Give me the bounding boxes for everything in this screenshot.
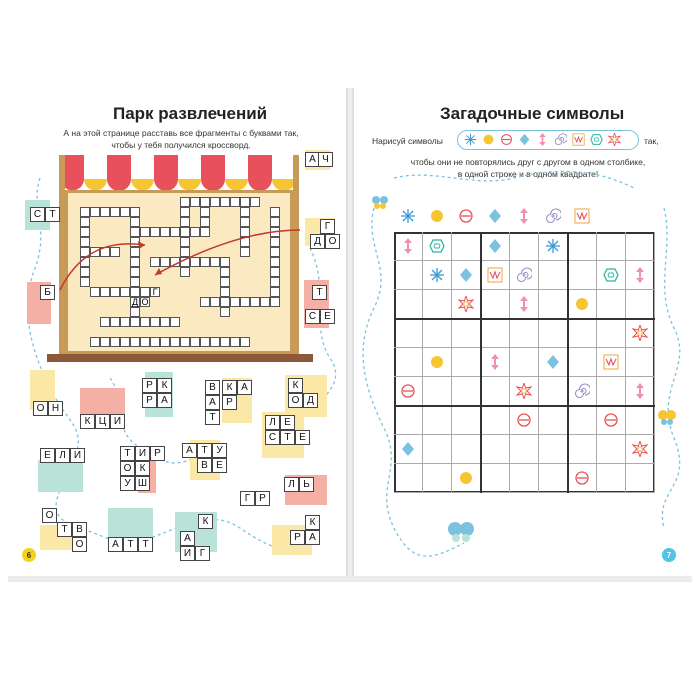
page-number-right: 7 xyxy=(662,548,676,562)
butterfly-icon xyxy=(658,410,676,426)
letter-tile-cell[interactable]: К xyxy=(157,378,172,393)
letter-tile-cell[interactable]: К xyxy=(198,514,213,529)
hint-arrows xyxy=(50,220,310,300)
letter-tile-cell[interactable]: Р xyxy=(222,395,237,410)
letter-tile-cell[interactable]: Т xyxy=(57,522,72,537)
letter-tile-cell[interactable]: Г xyxy=(195,546,210,561)
letter-tile-cell[interactable]: Т xyxy=(312,285,327,300)
letter-tile-cell[interactable]: С xyxy=(265,430,280,445)
crossword-cell xyxy=(150,317,160,327)
letter-tile-cell[interactable]: В xyxy=(205,380,220,395)
letter-tile-cell[interactable]: О xyxy=(72,537,87,552)
letter-tile-cell[interactable]: Е xyxy=(320,309,335,324)
letter-tile-cell[interactable]: Т xyxy=(138,537,153,552)
spiral-icon xyxy=(545,208,561,229)
crossword-cell xyxy=(90,207,100,217)
letter-tile-cell[interactable]: Т xyxy=(45,207,60,222)
letter-tile-cell[interactable]: Р xyxy=(290,530,305,545)
letter-tile-cell[interactable]: Е xyxy=(280,415,295,430)
crossword-cell xyxy=(110,337,120,347)
crossword-cell xyxy=(130,207,140,217)
letter-tile-cell[interactable]: А xyxy=(305,152,320,167)
letter-tile-cell[interactable]: Г xyxy=(240,491,255,506)
letter-tile-cell[interactable]: С xyxy=(305,309,320,324)
crossword-cell xyxy=(180,197,190,207)
letter-tile-cell[interactable]: И xyxy=(180,546,195,561)
right-instruction-line2: чтобы они не повторялись друг с другом в одном столбике, xyxy=(410,157,646,167)
crossword-cell xyxy=(200,207,210,217)
shop-awning xyxy=(61,155,296,191)
crossword-cell xyxy=(210,337,220,347)
letter-tile-cell[interactable]: О xyxy=(325,234,340,249)
letter-tile-cell[interactable]: А xyxy=(180,531,195,546)
crossword-cell xyxy=(180,337,190,347)
right-instruction-prefix: Нарисуй символы xyxy=(372,136,443,146)
crossword-cell xyxy=(250,197,260,207)
left-page-title: Парк развлечений xyxy=(113,104,268,123)
crossword-cell xyxy=(140,337,150,347)
crossword-cell xyxy=(120,207,130,217)
letter-tile-background xyxy=(38,460,83,492)
letter-tile-cell[interactable]: О xyxy=(42,508,57,523)
letter-tile-cell[interactable]: В xyxy=(72,522,87,537)
letter-tile-cell[interactable]: К xyxy=(222,380,237,395)
crossword-cell xyxy=(220,337,230,347)
letter-tile-cell[interactable]: К xyxy=(80,414,95,429)
letter-tile-cell[interactable]: И xyxy=(70,448,85,463)
crossword-cell xyxy=(200,337,210,347)
letter-tile-cell[interactable]: К xyxy=(305,515,320,530)
letter-tile-cell[interactable]: А xyxy=(305,530,320,545)
crossword-cell xyxy=(100,317,110,327)
crossword-letter: Д xyxy=(131,297,139,307)
letter-tile-cell[interactable]: О xyxy=(288,393,303,408)
letter-tile-cell[interactable]: А xyxy=(205,395,220,410)
right-instruction-suffix: так, xyxy=(644,136,659,146)
crossword-cell xyxy=(80,207,90,217)
snowflake-icon xyxy=(400,208,416,229)
right-instruction-line3: в одной строке и в одном квадрате! xyxy=(457,169,599,179)
letter-tile-cell[interactable]: Л xyxy=(55,448,70,463)
crossword-cell xyxy=(210,197,220,207)
crossword-cell xyxy=(230,197,240,207)
crossword-cell xyxy=(130,317,140,327)
crossword-cell xyxy=(150,337,160,347)
letter-tile-cell[interactable]: С xyxy=(30,207,45,222)
letter-tile-cell[interactable]: А xyxy=(157,393,172,408)
letter-tile-cell[interactable]: А xyxy=(182,443,197,458)
book-spine xyxy=(346,88,354,578)
letter-tile-cell[interactable]: У xyxy=(212,443,227,458)
crossword-cell xyxy=(220,307,230,317)
crossword-cell xyxy=(120,337,130,347)
crossword-cell xyxy=(130,307,140,317)
left-instruction-line2: чтобы у тебя получился кроссворд. xyxy=(111,140,251,150)
letter-tile-cell[interactable]: Л xyxy=(284,477,299,492)
arrows-icon xyxy=(516,208,532,229)
letter-tile-cell[interactable]: Т xyxy=(123,537,138,552)
crossword-letter: О xyxy=(141,297,149,307)
letter-tile-cell[interactable]: Р xyxy=(150,446,165,461)
page-number-left: 6 xyxy=(22,548,36,562)
letter-tile-cell[interactable]: Т xyxy=(280,430,295,445)
theta-icon xyxy=(458,208,474,229)
letter-tile-cell[interactable]: В xyxy=(197,458,212,473)
letter-tile-cell[interactable]: Д xyxy=(310,234,325,249)
crossword-cell xyxy=(220,197,230,207)
crossword-cell xyxy=(230,337,240,347)
letter-tile-cell[interactable]: О xyxy=(120,461,135,476)
butterfly-icon xyxy=(448,522,474,544)
letter-tile-cell[interactable]: Е xyxy=(212,458,227,473)
zigzag-icon xyxy=(574,208,590,229)
crossword-letter: Г xyxy=(150,287,160,297)
letter-tile-cell[interactable]: Ц xyxy=(95,414,110,429)
letter-tile-cell[interactable]: Ч xyxy=(318,152,333,167)
letter-tile-cell[interactable]: Е xyxy=(295,430,310,445)
crossword-cell xyxy=(100,337,110,347)
letter-tile-cell[interactable]: А xyxy=(237,380,252,395)
letter-tile-cell[interactable]: Р xyxy=(142,378,157,393)
letter-tile-cell[interactable]: У xyxy=(120,476,135,491)
crossword-cell xyxy=(170,317,180,327)
crossword-cell xyxy=(200,197,210,207)
right-page-title: Загадочные символы xyxy=(440,104,625,123)
crossword-cell xyxy=(100,207,110,217)
crossword-cell xyxy=(190,197,200,207)
crossword-cell xyxy=(270,207,280,217)
letter-tile-cell[interactable]: Ь xyxy=(299,477,314,492)
letter-tile-cell[interactable]: К xyxy=(135,461,150,476)
butterfly-icon xyxy=(372,195,388,209)
crossword-cell xyxy=(140,317,150,327)
letter-tile-cell[interactable]: Г xyxy=(320,219,335,234)
crossword-cell xyxy=(90,337,100,347)
crossword-cell xyxy=(240,197,250,207)
letter-tile-background xyxy=(108,508,153,538)
left-instruction-line1: А на этой странице расставь все фрагменты с буквами так, xyxy=(63,128,299,138)
circle-icon xyxy=(429,208,445,229)
letter-tile-cell[interactable]: Д xyxy=(303,393,318,408)
letter-tile-cell[interactable]: Е xyxy=(40,448,55,463)
shop-counter xyxy=(47,354,313,362)
crossword-cell xyxy=(180,207,190,217)
letter-tile-cell[interactable]: Ш xyxy=(135,476,150,491)
crossword-cell xyxy=(240,207,250,217)
crossword-cell xyxy=(130,337,140,347)
diamond-icon xyxy=(487,208,503,229)
letter-tile-cell[interactable]: Р xyxy=(255,491,270,506)
crossword-cell xyxy=(190,337,200,347)
crossword-cell xyxy=(120,317,130,327)
crossword-cell xyxy=(110,317,120,327)
crossword-cell xyxy=(110,207,120,217)
letter-tile-cell[interactable]: К xyxy=(288,378,303,393)
letter-tile-cell[interactable]: Т xyxy=(205,410,220,425)
letter-tile-cell[interactable]: А xyxy=(108,537,123,552)
letter-tile-cell[interactable]: Б xyxy=(40,285,55,300)
crossword-cell xyxy=(160,337,170,347)
letter-tile-cell[interactable]: И xyxy=(135,446,150,461)
letter-tile-cell[interactable]: Н xyxy=(48,401,63,416)
letter-tile-cell[interactable]: Т xyxy=(120,446,135,461)
letter-tile-cell[interactable]: О xyxy=(33,401,48,416)
crossword-cell xyxy=(170,337,180,347)
letter-tile-cell[interactable]: Р xyxy=(142,393,157,408)
letter-tile-cell[interactable]: Л xyxy=(265,415,280,430)
letter-tile-cell[interactable]: Т xyxy=(197,443,212,458)
letter-tile-cell[interactable]: И xyxy=(110,414,125,429)
crossword-cell xyxy=(160,317,170,327)
grid-thick-lines xyxy=(394,232,655,493)
crossword-cell xyxy=(240,337,250,347)
